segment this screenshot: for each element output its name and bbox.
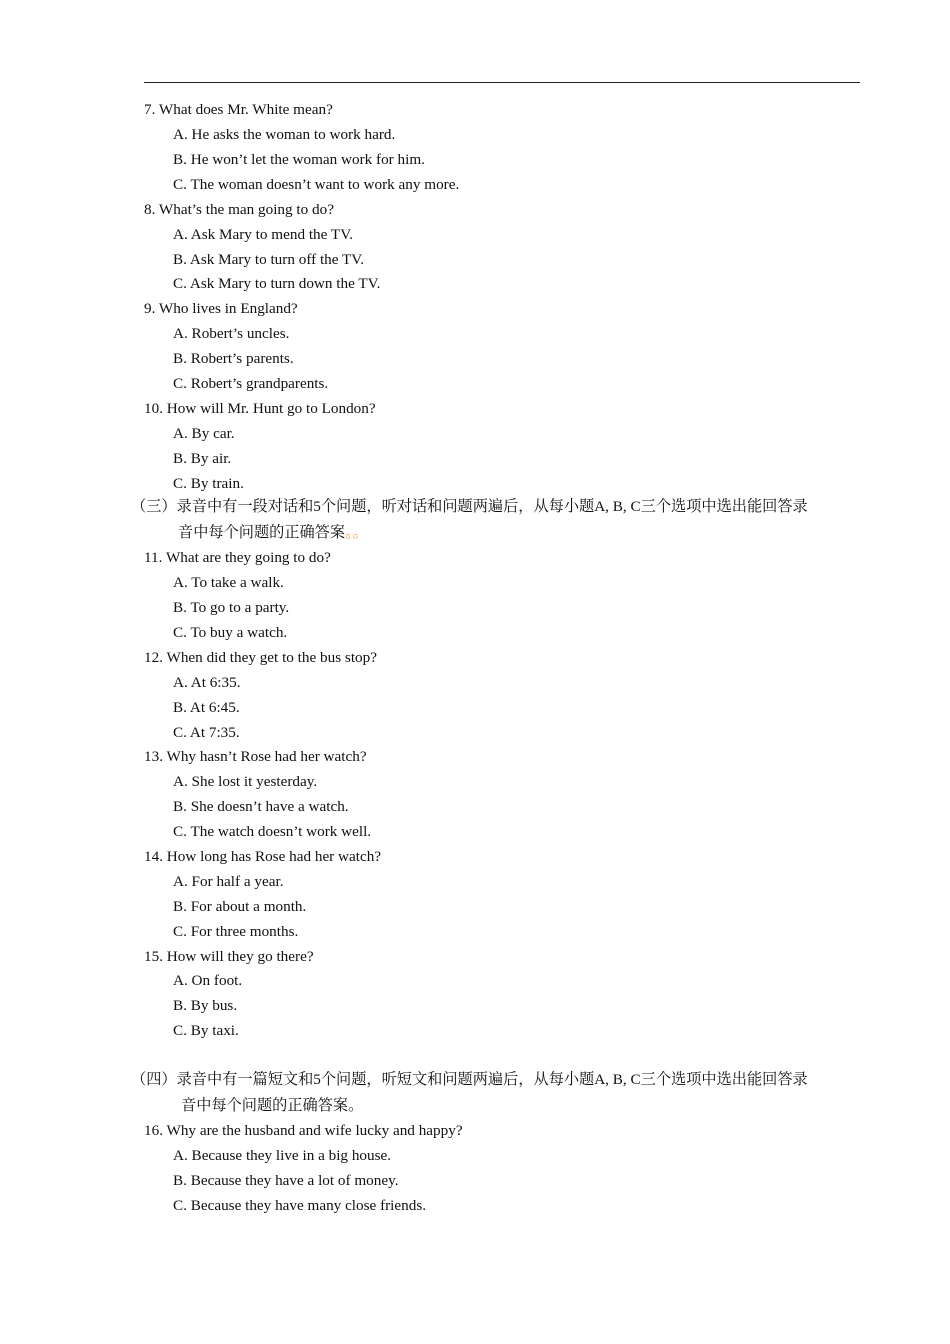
option-11a: A. To take a walk. [173,574,284,591]
option-12c: C. At 7:35. [173,724,240,741]
question-11: 11. What are they going to do? [144,549,331,566]
option-12b: B. At 6:45. [173,699,240,716]
option-9c: C. Robert’s grandparents. [173,375,329,392]
option-8b: B. Ask Mary to turn off the TV. [173,251,365,268]
option-14b: B. For about a month. [173,898,307,915]
question-16: 16. Why are the husband and wife lucky and happy? [144,1122,463,1139]
option-7b: B. He won’t let the woman work for him. [173,151,425,168]
option-8a: A. Ask Mary to mend the TV. [173,226,353,243]
option-13c: C. The watch doesn’t work well. [173,823,372,840]
option-10c: C. By train. [173,475,244,492]
question-15: 15. How will they go there? [144,948,314,965]
question-9: 9. Who lives in England? [144,300,298,317]
section-4-instruction-line2: 音中每个问题的正确答案。 [181,1097,364,1114]
option-16b: B. Because they have a lot of money. [173,1172,399,1189]
option-10b: B. By air. [173,450,232,467]
option-14c: C. For three months. [173,923,299,940]
option-16a: A. Because they live in a big house. [173,1147,392,1164]
question-13: 13. Why hasn’t Rose had her watch? [144,748,367,765]
option-14a: A. For half a year. [173,873,284,890]
option-11b: B. To go to a party. [173,599,290,616]
header-rule [144,82,860,83]
option-15c: C. By taxi. [173,1022,239,1039]
option-13b: B. She doesn’t have a watch. [173,798,349,815]
option-9a: A. Robert’s uncles. [173,325,290,342]
option-15b: B. By bus. [173,997,238,1014]
option-16c: C. Because they have many close friends. [173,1197,427,1214]
option-7c: C. The woman doesn’t want to work any more. [173,176,460,193]
question-7: 7. What does Mr. White mean? [144,101,333,118]
section-4-instruction-line1: （四）录音中有一篇短文和5个问题，听短文和问题两遍后，从每小题A, B, C三个选项中选出能回答录 [131,1071,808,1088]
section-3-mark: 。。 [345,524,368,541]
option-13a: A. She lost it yesterday. [173,773,318,790]
option-11c: C. To buy a watch. [173,624,288,641]
option-9b: B. Robert’s parents. [173,350,294,367]
option-8c: C. Ask Mary to turn down the TV. [173,275,381,292]
question-8: 8. What’s the man going to do? [144,201,334,218]
option-7a: A. He asks the woman to work hard. [173,126,396,143]
option-10a: A. By car. [173,425,235,442]
option-15a: A. On foot. [173,972,243,989]
section-3-instruction-line2: 音中每个问题的正确答案。。 [178,524,368,541]
question-10: 10. How will Mr. Hunt go to London? [144,400,376,417]
option-12a: A. At 6:35. [173,674,241,691]
question-12: 12. When did they get to the bus stop? [144,649,377,666]
question-14: 14. How long has Rose had her watch? [144,848,382,865]
section-3-instruction-line1: （三）录音中有一段对话和5个问题，听对话和问题两遍后，从每小题A, B, C三个选项中选出能回答录 [131,498,808,515]
